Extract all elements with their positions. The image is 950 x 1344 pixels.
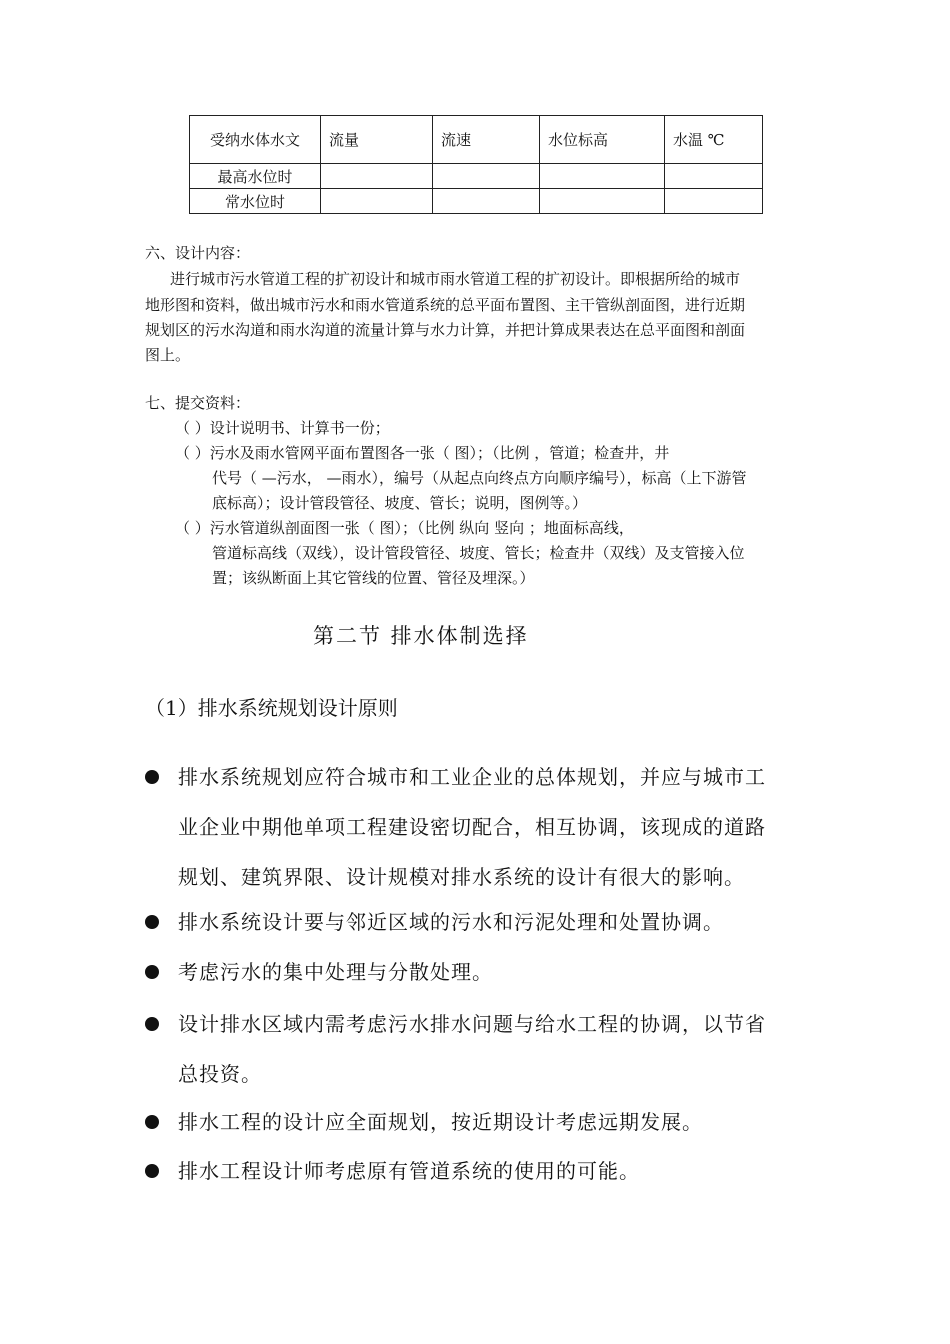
table-cell — [665, 164, 763, 189]
bullet-text: 排水系统设计要与邻近区域的污水和污泥处理和处置协调。 — [178, 910, 724, 934]
bullet-line: 规划、建筑界限、设计规模对排水系统的设计有很大的影响。 — [178, 865, 745, 889]
table-cell: 最高水位时 — [190, 164, 321, 189]
section-6-heading: 六、设计内容： — [145, 244, 251, 262]
deliverable-item-continuation: 管道标高线（双线），设计管段管径、坡度、管长；检查井（双线）及支管接入位 — [212, 544, 745, 562]
deliverable-item: （ ）设计说明书、计算书一份； — [175, 419, 390, 437]
bullet-item — [145, 1146, 825, 1196]
bullet-icon — [145, 770, 159, 784]
table-cell — [433, 189, 540, 214]
table-cell — [540, 189, 665, 214]
bullet-text: 排水工程设计师考虑原有管道系统的使用的可能。 — [178, 1159, 640, 1183]
deliverable-item-continuation: 代号（ —污水， —雨水），编号（从起点向终点方向顺序编号），标高（上下游管 — [212, 469, 747, 487]
bullet-icon — [145, 1164, 159, 1178]
deliverable-item: （ ）污水及雨水管网平面布置图各一张（ 图）；（比例 ，管道；检查井，井 — [175, 444, 670, 462]
bullet-icon — [145, 1115, 159, 1129]
table-cell: 常水位时 — [190, 189, 321, 214]
section-6-body-line: 规划区的污水沟道和雨水沟道的流量计算与水力计算，并把计算成果表达在总平面图和剖面 — [145, 321, 746, 339]
table-row — [190, 164, 763, 189]
table-header-cell: 受纳水体水文 — [190, 116, 321, 164]
bullet-icon — [145, 965, 159, 979]
bullet-icon — [145, 915, 159, 929]
table-header-cell: 流速 — [433, 116, 540, 164]
bullet-text: 考虑污水的集中处理与分散处理。 — [178, 960, 493, 984]
bullet-text — [178, 999, 818, 1099]
table-cell — [665, 189, 763, 214]
bullet-line: 设计排水区域内需考虑污水排水问题与给水工程的协调，以节省 — [178, 1012, 766, 1036]
bullet-text: 排水工程的设计应全面规划，按近期设计考虑远期发展。 — [178, 1110, 703, 1134]
section-7-heading: 七、提交资料： — [145, 394, 251, 412]
table-header-cell: 流量 — [321, 116, 433, 164]
bullet-item — [145, 1097, 825, 1147]
bullet-line: 业企业中期他单项工程建设密切配合，相互协调，该现成的道路 — [178, 815, 766, 839]
bullet-line: 总投资。 — [178, 1062, 262, 1086]
bullet-text — [178, 752, 818, 902]
section-6-body-line: 图上。 — [145, 346, 191, 364]
table-header-row — [190, 116, 763, 164]
table-cell — [321, 189, 433, 214]
table-cell — [321, 164, 433, 189]
section-6-body-line: 地形图和资料，做出城市污水和雨水管道系统的总平面布置图、主干管纵剖面图，进行近期 — [145, 296, 746, 314]
subsection-title: （1）排水系统规划设计原则 — [145, 696, 398, 720]
deliverable-item: （ ）污水管道纵剖面图一张（ 图）；（比例 纵向 竖向 ；地面标高线， — [175, 519, 634, 537]
table-row — [190, 189, 763, 214]
table-header-cell: 水温 ℃ — [665, 116, 763, 164]
bullet-icon — [145, 1017, 159, 1031]
bullet-item — [145, 947, 825, 997]
table-cell — [433, 164, 540, 189]
bullet-item — [145, 999, 825, 1099]
bullet-line: 排水系统规划应符合城市和工业企业的总体规划，并应与城市工 — [178, 765, 766, 789]
table-cell — [540, 164, 665, 189]
deliverable-item-continuation: 底标高）；设计管段管径、坡度、管长；说明，图例等。） — [212, 494, 588, 512]
bullet-item — [145, 752, 825, 902]
deliverable-item-continuation: 置；该纵断面上其它管线的位置、管径及埋深。） — [212, 569, 535, 587]
table-header-cell: 水位标高 — [540, 116, 665, 164]
section-6-body-line: 进行城市污水管道工程的扩初设计和城市雨水管道工程的扩初设计。即根据所给的城市 — [170, 270, 741, 288]
section-title: 第二节 排水体制选择 — [313, 624, 529, 648]
bullet-item — [145, 897, 825, 947]
hydrology-table — [189, 115, 763, 214]
